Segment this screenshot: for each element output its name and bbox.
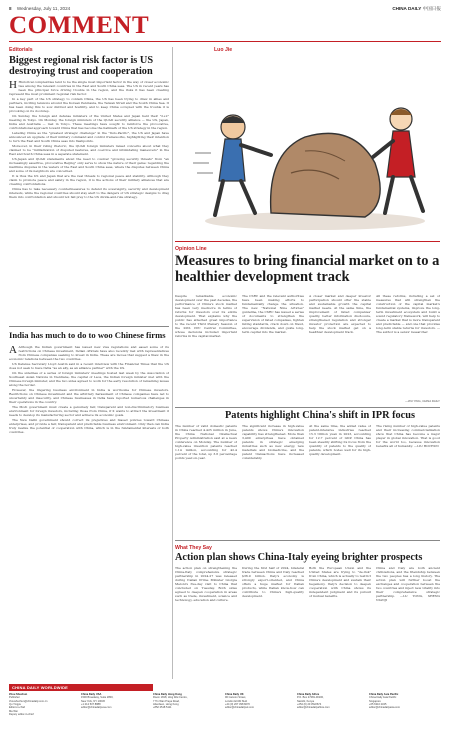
contact-entry: Zhou Shuchun Publisher zhoushuchun@chinadaily.com.cn Qu Yingpu Editor-in-chief Ma Wei Deputy editor-in-chief [9,693,48,717]
second-paragraph: The Modi government must create a genuinely fair, transparent and non-discriminatory business environment for foreign investors, including those from China, if it wants to attract the investment it needs to develop its manufacturing sector and achieve its economic goals. [9,404,169,417]
drop-cap: A [9,345,17,356]
second-editorial-body [9,345,169,678]
section-masthead [9,12,441,42]
brand-chinese: 中国日报 [422,6,441,11]
lead-paragraph: On Sunday, the foreign and defense ministers of the United States and Japan held their "2+2" meeting in Tokyo. On Monday, the foreign ministers of the QUAD security alliance — the US, Japan, India and Australia — met in Tokyo. These meetings have sought to reinforce the provocative, confrontational approach toward China that has become the hallmark of the US strategy in the region. [9,113,169,131]
contact-entry: China Daily Africa P.O. Box 27281-00100, Nairobi, Kenya +254 (0) 20 3522674 editor@chinadailyafrica.com [297,693,330,710]
contact-entry: China Daily Hong Kong Room 1818, Hing Wai Centre, 7 Tin Wan Praya Road, Aberdeen, Hong Kong +852 2518 5111 [153,693,188,710]
lead-paragraph: Moreover, in their ruling rhetoric, the QUAD foreign ministers raised concerns about what they claimed to be "militarization of disputed features, and coercive and intimidating maneuvers" in the East and South China seas in a separate statement. [9,143,169,156]
second-paragraph: However, the lingering business environment in India is worrisome for Chinese investors. Restrictions on Chinese investment and the arbitrary harassment of Chinese companies have led to uncertainty and insecurity, and Chinese businesses in India have reported numerous challenges in their operations in the country. [9,387,169,404]
patents-column-2: The significant increase in high-value patents shows China's innovation capability has strengthened. More than 3,400 enterprises have obtained patents in strategic emerging industries such as new energy, new materials and biomedicine, and the patent transactions have increased considerably. [242,424,304,461]
patents-headline: Patents highlight China's shift in IPR focus [225,410,415,421]
section-title: COMMENT [9,12,150,39]
opinion-column-2: The CSRC and the relevant authorities have been making efforts to fundamentally change the situation. The new "National Nine Articles" guideline, the CSRC has issued a series of documents to strengthen the supervision of listed companies, tighten listing standards, crack down on fraud, encourage dividends, and guide long-term capital into the market. [242,294,304,335]
lead-paragraph: In a key part of the US strategy to contain China, the US has been trying to draw in allies and partners, inciting tensions around the Korean Peninsula, the Taiwan Strait and the South China Sea. It has been doing this to sow distrust and hostility, and to keep China occupied with the trouble it is provoking on its doorstep. [9,96,169,114]
editorial-divider [9,326,169,327]
opinion-column-1: Despite remarkable economic development over the past decades, the performance of China's stock market has been very mediocre in terms of returns for investors over its entire development. That explains why the public has attached great importance to the recent Third Plenary Session of the 20th CPC Central Committee, whose decisions included important reforms in the capital market. [175,294,237,339]
cartoon-figure-left [215,115,271,215]
page-number: 8 [9,6,12,11]
folio-left [9,6,70,11]
patents-column-4: The rising number of high-value patents and their increasing commercialization show that China has become a major player in global innovation. That is good for the world too, because innovation benefits all of humanity. —LIU BOCHUN [376,424,440,449]
opinion-divider [175,241,440,242]
what-they-say-label: What They Say [175,545,212,551]
patents-divider [175,407,440,408]
cartoon-boulder [271,133,381,217]
cartoon-figure-right [373,108,423,213]
contact-entry: China Daily USA 1500 Broadway, Suite 2800, New York, NY 10036 +1 212 537 8888 editor@chinadailyusa.com [81,693,114,710]
opinion-column-3: A closer market and deeper investor participation should offer the stable and sustainable growth the capital market needs. At the same time, the improvement of listed companies' quality, better information disclosure, strengthened regulation and stronger investor protection are expected to help the stock market get on a healthier development track. [309,294,371,335]
what-they-say-column-3: Both the European Union and the United States are trying to "de-risk" from China, which is actually to restrict China's development and sustain their hegemony. Italy's decision to deepen cooperation with China shows its independent judgment and its pursuit of mutual benefits. [309,566,371,599]
second-editorial-headline: India has much to do to woo Chinese firms [9,330,166,340]
opinion-signoff: —WU YING, CHINA DAILY [405,399,440,403]
lead-paragraph: China has to take necessary countermeasures to defend its sovereignty, security and development interests, while the regional countries should stay alert to the dangers of US strategic designs to drag them into confrontation and should not fall prey to the US divide-and-rule strategy. [9,186,169,199]
what-they-say-column-4: China and Italy are both ancient civilizations, and the friendship between the two peoples has a long history. The action plan will further boost the exchanges and cooperation between the two countries and inject new vitality into their comprehensive strategic partnership. —LU TONG, SHENG NIANJI [376,566,440,603]
second-paragraph: US Defense Secretary Lloyd Austin said in a recent interview with the Financial Times that the US does not seek to have India "as an ally, as an alliance partner" with the US. [9,361,169,371]
contact-entry: China Daily Asia Pacific China Daily Asia Pacific Singapore +65 6310 2345 editor@chinadailyasia.com [369,693,401,710]
worldwide-bar: CHINA DAILY WORLDWIDE [9,684,153,691]
column-divider [172,47,173,679]
patents-column-3: At the same time, the added value of patent-intensive industries reached 15.3 trillion yuan in 2023, accounting for 12.7 percent of GDP. China has been steadily shifting its focus from the quantity of patents to the quality of patents, which bodes well for its high-quality development. [309,424,371,457]
what-they-say-headline: Action plan shows China-Italy eyeing brighter prospects [175,552,423,563]
lead-editorial-headline: Biggest regional risk factor is US destroying trust and cooperation [9,55,154,78]
lead-paragraph: It is thus the US and Japan that are the real threats to regional peace and stability. Although they claim to promote peace and safety in the region, it is the actions of their military alliances that are creating confrontations. [9,173,169,186]
patents-column-1: The number of valid domestic patents in China reached 4.425 million in June, the China National Intellectual Property Administration said at a news conference on Monday. The number of high-value invention patents reached 1.14 million, accounting for 42.4 percent of the total, up 3.6 percentage points year-on-year. [175,424,237,461]
what-they-say-divider [175,540,440,541]
drop-cap: H [9,80,17,91]
cartoonist-name: Luo Jie [214,47,233,53]
contact-entry: China Daily UK 90 Cannon Street, London EC4N 6HA +44 (0) 207 398 8270 editor@chinadailyuk.com [225,693,255,710]
editorial-cartoon [175,53,440,238]
what-they-say-column-2: During the first half of 2024, bilateral trade between China and Italy reached $36.9 billion. Italy's economy is strongly export-oriented, and China offers a huge market for Italian products, while Italian know-how can contribute to China's high-quality development. [242,566,304,599]
second-paragraph: A Although the Indian government has issued new visa regulations and eased some of its restrictions on Chinese investment, Indian officials have also recently met with representatives from Chinese companies seeking to invest in India. These are moves that suggest a thaw in the economic relations between the two countries. [9,345,169,362]
lead-paragraph: US-Japan and QUAD statements about the need to counter "growing security threats" from "an increasingly assertive, provocative Beijing" only serve to show the nature of their game: regarding the maritime disputes in the waters of the East and South China seas, where the disputes between China and some of its neighbors are concerned. [9,156,169,173]
second-paragraph: The New Delhi government should correct its prejudices and biased policies toward Chinese enterprises, and provide a fair, transparent and predictable business environment. Only then can India truly realize the potential of cooperation with China, which is in the fundamental interests of both countries. [9,417,169,434]
brand-name: CHINA DAILY [392,6,422,11]
second-paragraph: On the sidelines of a series of foreign ministers' meetings hosted last week by the Association of Southeast Asian Nations in Vientiane, the capital of Laos, the Indian foreign minister met with the Chinese foreign minister, and the two sides agreed to work for the early resolution of remaining issues along the border. [9,370,169,388]
editorials-label: Editorials [9,47,33,53]
contacts-block [9,693,441,743]
issue-date: Wednesday, July 11, 2024 [16,6,71,11]
opinion-line-label: Opinion Line [175,246,207,252]
lead-editorial-body [9,80,169,280]
opinion-column-4: All these reforms, including a set of measures that will strengthen the construction of the capital market's fundamental systems, improve the long-term investment ecosystem and build a sound regulatory framework, will help to create a market that is more transparent and predictable — and one that provides long-term stable returns for investors. — The author is a senior researcher. [376,294,440,335]
what-they-say-column-1: The action plan on strengthening the China-Italy comprehensive strategic partnership in 2024-27 was released during Italian Prime Minister Giorgia Meloni's five-day visit to China that concluded on Tuesday. Both sides agreed to deepen cooperation in areas such as trade, investment, science and technology, education and culture. [175,566,237,603]
opinion-headline: Measures to bring financial market on to a healthier development track [175,253,440,285]
lead-paragraph: Labeling China as the "greatest strategic challenge" in the "Indo-Pacific", the US and Japan have announced an upgrade of their military command and control frameworks, highlighting their intention to turn the East and South China seas into flashpoints. [9,130,169,144]
lead-paragraph: H Historical complexities tend to be the single most important factor in the way of closer economic ties among the relevant countries in the East and South China seas. The US in recent years has been the principal force driving trouble in the region, and the risks it has been creating represent the most prominent regional risk factor. [9,80,169,97]
